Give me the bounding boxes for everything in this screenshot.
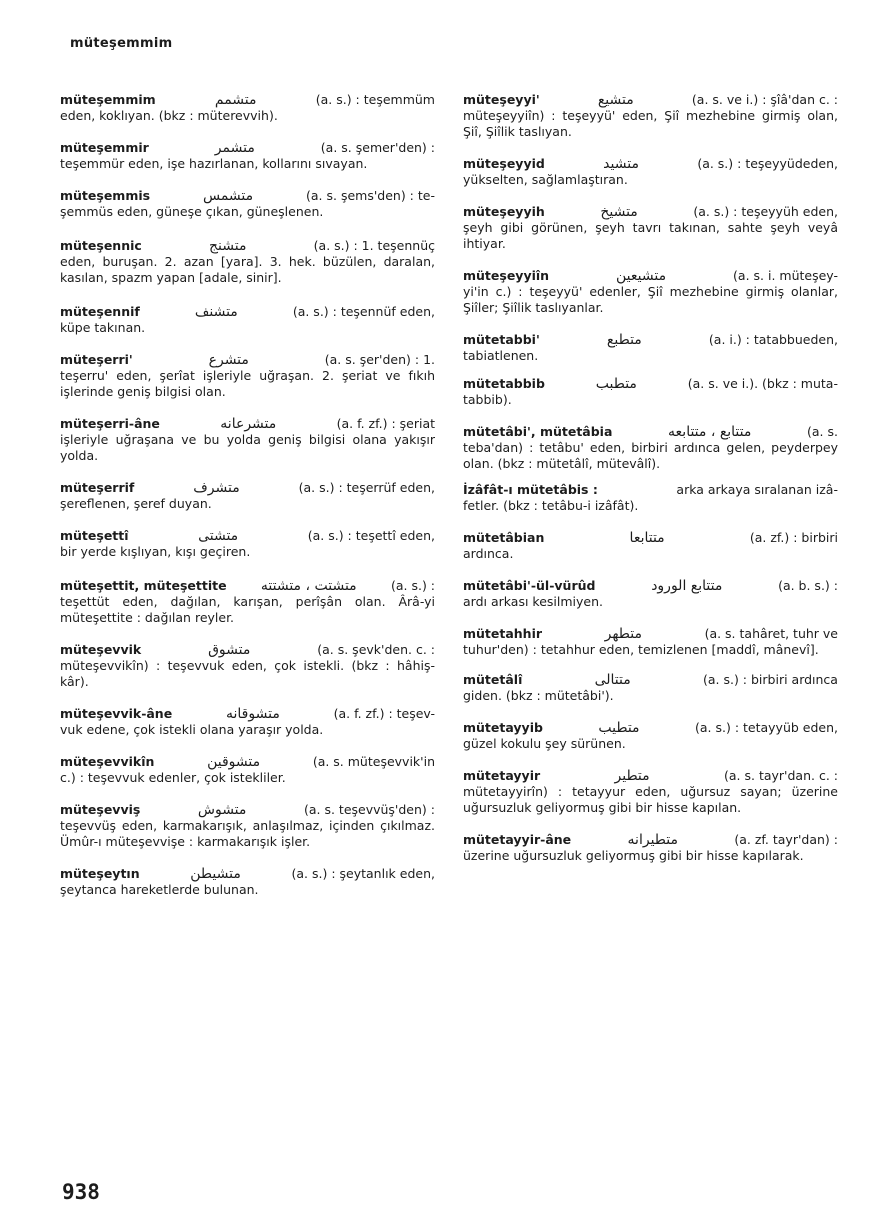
headword: müteşennif [60,304,140,319]
dictionary-entry [463,832,838,864]
entry-head-line [463,424,838,440]
grammar-note: (a. s.) : teşeyyüdeden, [697,156,838,171]
arabic-script: متشرف [193,480,240,496]
definition-text: şereflenen, şeref duyan. [60,496,212,511]
entry-head-line [60,866,435,882]
dictionary-entry [60,416,435,464]
headword: müteşevvik-âne [60,706,173,721]
entry-head-line [60,238,435,254]
definition-text: ardı arkası kesilmiyen. [463,594,603,609]
dictionary-entry [463,156,838,188]
dictionary-entry [60,188,435,220]
arabic-script: متطهر [604,626,642,642]
headword: İzâfât-ı mütetâbis : [463,482,598,497]
arabic-script: متطبب [595,376,637,392]
entry-head-line [463,204,838,220]
definition-text: üzerine uğursuzluk geliyormuş gibi bir hisse kapılarak. [463,848,804,863]
grammar-note: (a. f. zf.) : teşev- [333,706,435,721]
arabic-script: متشمر [214,140,255,156]
headword: müteşettî [60,528,129,543]
entry-head-line [60,578,435,594]
entry-head-line [463,672,838,688]
headword: müteşemmir [60,140,149,155]
entry-head-line [60,416,435,432]
entry-head-line [463,626,838,642]
grammar-note: (a. b. s.) : [778,578,838,593]
arabic-script: متشتی [198,528,239,544]
grammar-note: (a. s.) : tetayyüb eden, [695,720,838,735]
headword: mütetâbi'-ül-vürûd [463,578,596,593]
entry-head-line [463,832,838,848]
headword: müteşerri' [60,352,133,367]
definition-text: teba'dan) : tetâbu' eden, birbiri ardınca gelen, peyderpey olan. (bkz : mütetâlî, mütevâlî). [463,440,838,471]
page-number: 938 [62,1180,100,1204]
dictionary-entry [60,140,435,172]
arabic-script: متتالی [594,672,631,688]
definition-text: yükselten, sağlamlaştıran. [463,172,628,187]
dictionary-entry [60,866,435,898]
dictionary-entry [463,530,838,562]
headword: mütetâbian [463,530,545,545]
entry-head-line [463,768,838,784]
headword: müteşemmis [60,188,151,203]
dictionary-entry [463,332,838,364]
entry-head-line [60,528,435,544]
grammar-note: (a. s. ve i.) : şîâ'dan c. : [691,92,838,107]
dictionary-entry [60,352,435,400]
dictionary-entry [463,376,838,408]
grammar-note: arka arkaya sıralanan izâ- [676,482,838,497]
dictionary-entry [463,578,838,610]
grammar-note: (a. f. zf.) : şeriat [336,416,435,431]
headword: müteşeyyiîn [463,268,550,283]
grammar-note: (a. s.) : teşemmüm [315,92,435,107]
definition-text: şeyh gibi görünen, şeyh tavrı takınan, sahte şeyh veyâ ihtiyar. [463,220,838,251]
arabic-script: متشوق [208,642,251,658]
right-column [463,92,838,864]
definition-text: c.) : teşevvuk edenler, çok istekliler. [60,770,286,785]
headword: mütetahhir [463,626,543,641]
dictionary-entry [60,802,435,850]
arabic-script: متطيرانه [627,832,678,848]
entry-head-line [60,642,435,658]
headword: müteşettit, müteşettite [60,578,227,593]
definition-text: müteşevvikîn) : teşevvuk eden, çok istekli. (bkz : hâhiş-kâr). [60,658,435,689]
definition-text: ardınca. [463,546,514,561]
arabic-script: متطير [614,768,650,784]
dictionary-entry [60,706,435,738]
grammar-note: (a. s. şevk'den. c. : [317,642,435,657]
grammar-note: (a. s. şems'den) : te- [306,188,435,203]
headword: müteşevvikîn [60,754,155,769]
definition-text: küpe takınan. [60,320,146,335]
headword: mütetâbi', mütetâbia [463,424,613,439]
definition-text: eden, buruşan. 2. azan [yara]. 3. hek. büzülen, daralan, kasılan, spazm yapan [adale, sinir]. [60,254,435,285]
definition-text: şeytanca hareketlerde bulunan. [60,882,259,897]
entry-head-line [60,188,435,204]
definition-text: giden. (bkz : mütetâbi'). [463,688,614,703]
definition-text: güzel kokulu şey sürünen. [463,736,626,751]
left-column [60,92,435,898]
definition-text: yi'in c.) : teşeyyü' edenler, Şiî mezhebine girmiş olanlar, Şiîler; Şiîlik taslıyanlar. [463,284,838,315]
entry-head-line [60,92,435,108]
arabic-script: متشيعين [616,268,667,284]
grammar-note: (a. i.) : tatabbueden, [708,332,838,347]
headword: müteşeyyih [463,204,545,219]
entry-head-line [463,332,838,348]
arabic-script: متطيب [598,720,640,736]
dictionary-entry [463,482,838,514]
grammar-note: (a. s. şer'den) : 1. [324,352,435,367]
headword: müteşennic [60,238,142,253]
definition-text: teşemmür eden, işe hazırlanan, kollarını sıvayan. [60,156,368,171]
entry-head-line [60,754,435,770]
grammar-note: (a. s. tahâret, tuhr ve [704,626,838,641]
entry-head-line [463,92,838,108]
definition-text: vuk edene, çok istekli olana yaraşır yolda. [60,722,324,737]
entry-head-line [463,156,838,172]
arabic-script: متتابعا [629,530,665,546]
entry-head-line [463,482,838,498]
dictionary-entry [60,528,435,560]
dictionary-entry [463,268,838,316]
grammar-note: (a. s.) : teşerrüf eden, [298,480,435,495]
entry-head-line [60,480,435,496]
headword: mütetayyir [463,768,541,783]
headword: mütetayyib [463,720,543,735]
definition-text: eden, koklıyan. (bkz : müterevvih). [60,108,278,123]
definition-text: müteşeyyiîn) : teşeyyü' eden, Şiî mezhebine girmiş olan, Şiî, Şiîlik taslıyan. [463,108,838,139]
arabic-script: متشتت ، متشتته [260,578,357,594]
dictionary-entry [463,768,838,816]
arabic-script: متشوقانه [226,706,280,722]
dictionary-entry [463,672,838,704]
dictionary-entry [463,204,838,252]
definition-text: tabiatlenen. [463,348,539,363]
arabic-script: متشيع [597,92,634,108]
headword: müteşevviş [60,802,141,817]
headword: müteşeytın [60,866,140,881]
arabic-script: متشمس [202,188,254,204]
grammar-note: (a. s. tayr'dan. c. : [724,768,838,783]
grammar-note: (a. s. ve i.). (bkz : muta- [687,376,838,391]
definition-text: şemmüs eden, güneşe çıkan, güneşlenen. [60,204,324,219]
entry-head-line [463,530,838,546]
dictionary-entry [463,720,838,752]
dictionary-entry [60,642,435,690]
arabic-script: متطبع [606,332,642,348]
definition-text: işleriyle uğraşana ve bu yolda geniş bilgisi olana yakışır yolda. [60,432,435,463]
headword: mütetabbi' [463,332,540,347]
entry-head-line [463,578,838,594]
definition-text: tuhur'den) : tetahhur eden, temizlenen [maddî, mânevî]. [463,642,819,657]
grammar-note: (a. s.) : teşennüf eden, [292,304,435,319]
entry-head-line [60,352,435,368]
headword: müteşevvik [60,642,142,657]
definition-text: mütetayyirîn) : tetayyur eden, uğursuz sayan; üzerine uğursuzluk geliyormuş gibi bir hisse kapılan. [463,784,838,815]
dictionary-entry [60,480,435,512]
arabic-script: متشيطن [190,866,241,882]
definition-text: fetler. (bkz : tetâbu-i izâfât). [463,498,639,513]
arabic-script: متشمم [214,92,257,108]
headword: mütetayyir-âne [463,832,572,847]
definition-text: tabbib). [463,392,512,407]
entry-head-line [463,268,838,284]
arabic-script: متشنج [208,238,247,254]
headword: müteşerrif [60,480,135,495]
dictionary-entry [463,626,838,658]
running-head: müteşemmim [70,36,173,51]
entry-head-line [60,802,435,818]
dictionary-entry [60,754,435,786]
grammar-note: (a. s. şemer'den) : [320,140,435,155]
headword: müteşeyyid [463,156,545,171]
arabic-script: متشنف [194,304,238,320]
grammar-note: (a. zf. tayr'dan) : [734,832,838,847]
dictionary-entry [463,424,838,472]
grammar-note: (a. s.) : teşeyyüh eden, [693,204,838,219]
arabic-script: متتابع الورود [651,578,723,594]
headword: müteşeyyi' [463,92,540,107]
entry-head-line [60,140,435,156]
grammar-note: (a. s.) : 1. teşennüç [313,238,435,253]
entry-head-line [60,304,435,320]
arabic-script: متتابع ، متتابعه [668,424,752,440]
definition-text: teşettüt eden, dağılan, karışan, perîşân olan. Ârâ-yi müteşettite : dağılan reyler. [60,594,435,625]
dictionary-entry [60,238,435,286]
definition-text: teşevvüş eden, karmakarışık, anlaşılmaz, içinden çıkılmaz. Ümûr-ı müteşevvişe : karmakarışık işler. [60,818,435,849]
arabic-script: متشوش [197,802,247,818]
grammar-note: (a. s. teşevvüş'den) : [303,802,435,817]
headword: müteşemmim [60,92,156,107]
grammar-note: (a. s.) : [390,578,435,593]
arabic-script: متشرعانه [220,416,277,432]
headword: mütetâlî [463,672,523,687]
headword: mütetabbib [463,376,545,391]
arabic-script: متشيد [603,156,639,172]
headword: müteşerri-âne [60,416,160,431]
dictionary-entry [463,92,838,140]
arabic-script: متشيخ [600,204,638,220]
arabic-script: متشرع [208,352,249,368]
entry-head-line [463,720,838,736]
entry-head-line [463,376,838,392]
dictionary-entry [60,304,435,336]
grammar-note: (a. s. [807,424,838,439]
grammar-note: (a. s.) : birbiri ardınca [702,672,838,687]
grammar-note: (a. s.) : teşettî eden, [307,528,435,543]
entry-head-line [60,706,435,722]
grammar-note: (a. s. müteşevvik'in [312,754,435,769]
definition-text: teşerru' eden, şerîat işleriyle uğraşan. 2. şeriat ve fıkıh işlerinde geniş bilgisi olan. [60,368,435,399]
grammar-note: (a. s. i. müteşey- [733,268,838,283]
grammar-note: (a. zf.) : birbiri [749,530,838,545]
dictionary-entry [60,578,435,626]
arabic-script: متشوقين [207,754,261,770]
dictionary-entry [60,92,435,124]
grammar-note: (a. s.) : şeytanlık eden, [291,866,435,881]
definition-text: bir yerde kışlıyan, kışı geçiren. [60,544,251,559]
